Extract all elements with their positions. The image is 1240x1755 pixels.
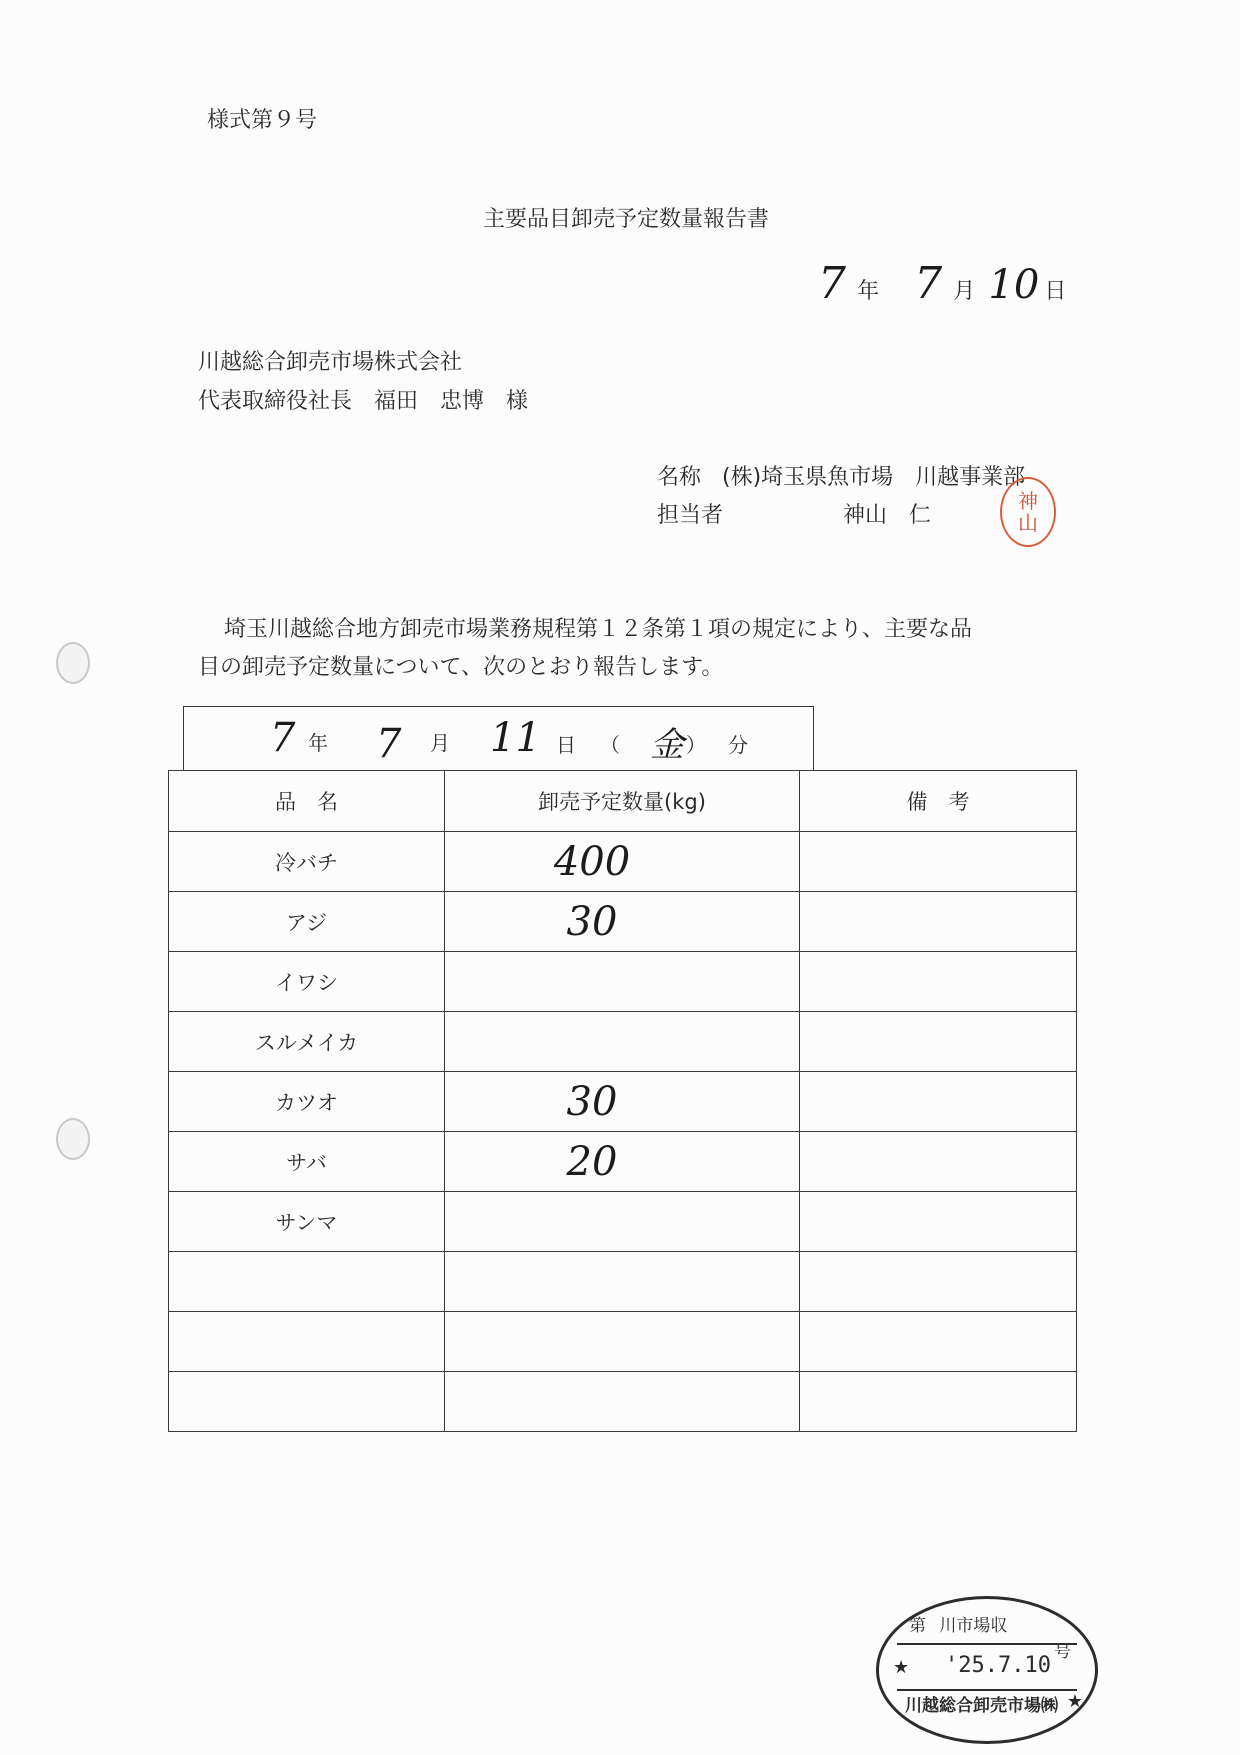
report-date-day-unit: 日 (1044, 279, 1067, 304)
row-note (800, 832, 1077, 892)
row-item: サバ (169, 1132, 445, 1192)
table-date-month-unit: 月 (430, 731, 450, 755)
row-qty-cell (445, 1072, 800, 1132)
sender-name-value: (株)埼玉県魚市場 川越事業部 (722, 465, 1026, 490)
row-qty-cell (445, 832, 800, 892)
row-item (169, 1372, 445, 1432)
report-date-month: 7 (914, 258, 943, 309)
row-qty: 30 (566, 1078, 618, 1125)
row-note (800, 892, 1077, 952)
table-header-row (169, 771, 1077, 832)
table-row (169, 1372, 1077, 1432)
table-row (169, 1252, 1077, 1312)
row-note (800, 1192, 1077, 1252)
row-qty-cell (445, 1132, 800, 1192)
row-item (169, 1312, 445, 1372)
table-row (169, 952, 1077, 1012)
row-note (800, 1252, 1077, 1312)
row-qty-cell (445, 1012, 800, 1072)
stamp-top-left: 第 (909, 1616, 926, 1636)
row-note (800, 1372, 1077, 1432)
row-note (800, 1132, 1077, 1192)
row-item: カツオ (169, 1072, 445, 1132)
header-notes: 備 考 (800, 771, 1077, 832)
addressee-person: 代表取締役社長 福田 忠博 様 (198, 389, 529, 414)
row-note (800, 1012, 1077, 1072)
body-line-2: 目の卸売予定数量について、次のとおり報告します。 (198, 655, 724, 680)
table-row (169, 832, 1077, 892)
row-qty-cell (445, 952, 800, 1012)
report-date-year-unit: 年 (857, 279, 880, 304)
row-note (800, 1072, 1077, 1132)
table-row (169, 892, 1077, 952)
stamp-divider-top (897, 1643, 1077, 1645)
row-item: イワシ (169, 952, 445, 1012)
punch-hole-bottom (56, 1118, 90, 1160)
row-qty-cell (445, 892, 800, 952)
header-quantity: 卸売予定数量(kg) (445, 771, 800, 832)
report-date-day: 10 (988, 262, 1040, 308)
row-item: スルメイカ (169, 1012, 445, 1072)
row-item: サンマ (169, 1192, 445, 1252)
table-date-month: 7 (376, 721, 402, 767)
row-qty-cell (445, 1252, 800, 1312)
table-row (169, 1132, 1077, 1192)
row-qty-cell (445, 1312, 800, 1372)
seal-char-top: 神 (1018, 489, 1038, 513)
row-qty: 400 (553, 838, 631, 885)
row-item (169, 1252, 445, 1312)
stamp-top-center: 川市場収 (939, 1616, 1008, 1636)
report-date (818, 258, 1066, 309)
stamp-date: '25.7.10 (945, 1653, 1051, 1678)
report-date-month-unit: 月 (953, 279, 976, 304)
table-row (169, 1192, 1077, 1252)
table-date-year: 7 (270, 715, 296, 761)
stamp-top-line (909, 1611, 1015, 1636)
star-icon-right: ★ (1066, 1691, 1083, 1712)
sender-contact-label: 担当者 (657, 503, 724, 528)
table-date-open-paren: （ (600, 733, 620, 757)
table-date-year-unit: 年 (308, 731, 328, 755)
sender-contact-value: 神山 仁 (843, 503, 932, 528)
table-row (169, 1312, 1077, 1372)
star-icon-left: ★ (893, 1657, 910, 1678)
row-qty: 30 (566, 898, 618, 945)
seal-char-bottom: 山 (1018, 511, 1038, 535)
table-date-day-unit: 日 (556, 733, 576, 757)
table-date-header (183, 706, 814, 771)
stamp-bottom: 川越総合卸売市場㈱ (905, 1696, 1058, 1716)
row-item: アジ (169, 892, 445, 952)
table-row (169, 1012, 1077, 1072)
table-date-day: 11 (490, 715, 541, 761)
addressee-company: 川越総合卸売市場株式会社 (198, 350, 463, 375)
sender-name-label: 名称 (657, 465, 702, 490)
row-note (800, 1312, 1077, 1372)
row-item: 冷バチ (169, 832, 445, 892)
stamp-number-unit: 号 (1054, 1642, 1071, 1662)
document-title: 主要品目卸売予定数量報告書 (483, 207, 770, 232)
table-date-close-paren: ） (686, 733, 706, 757)
report-date-year: 7 (818, 258, 846, 309)
table-date-weekday: 金 (650, 725, 684, 765)
punch-hole-top (56, 642, 90, 684)
wholesale-quantity-table (168, 770, 1077, 1432)
row-qty: 20 (566, 1138, 618, 1185)
header-item-name: 品 名 (169, 771, 445, 832)
table-row (169, 1072, 1077, 1132)
personal-seal (1000, 477, 1056, 547)
form-number: 様式第９号 (207, 108, 318, 133)
receipt-stamp (876, 1596, 1098, 1744)
row-note (800, 952, 1077, 1012)
row-qty-cell (445, 1372, 800, 1432)
table-date-suffix: 分 (728, 733, 748, 757)
body-line-1: 埼玉川越総合地方卸売市場業務規程第１２条第１項の規定により、主要な品 (224, 617, 973, 642)
row-qty-cell (445, 1192, 800, 1252)
